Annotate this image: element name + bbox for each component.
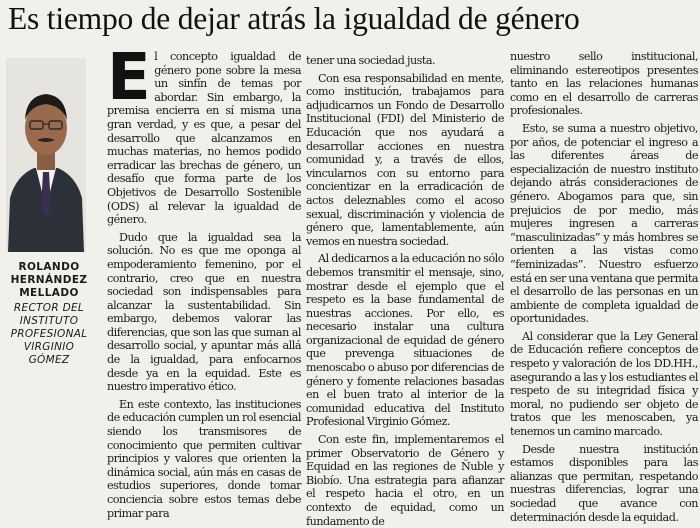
article-paragraph: tener una sociedad justa. [306,54,436,67]
author-role-line: VIRGINIO [23,341,75,353]
author-name [0,261,98,300]
author-role-line: INSTITUTO [19,315,79,327]
article-column-3 [510,50,698,524]
article-paragraph: Con este fin, implementaremos el primer Observatorio de Género y Equidad en las regiones de Ñuble y Biobío. Una estrategia para afianzar el respeto hacia el otro, en un contexto de equidad, como un fundamento de [306,433,504,528]
article-paragraph [107,41,301,227]
article-paragraph: Al dedicarnos a la educación no sólo debemos transmitir el mensaje, sino, mostrar desde el ejemplo que el respeto es la base fundamental de nuestras acciones. Por ello, es necesario instalar una cultura organizacional de equidad de género que prevenga situaciones de menoscabo o abuso por diferencias de género y fomente relaciones basadas en el buen trato al interior de la comunidad educativa del Instituto Profesional Virginio Gómez. [306,252,504,429]
dropcap-letter: E [107,41,151,115]
author-role-line: PROFESIONAL [10,328,88,340]
headline: Es tiempo de dejar atrás la igualdad de género [8,1,580,36]
article-paragraph: nuestro sello institucional, eliminando estereotipos presentes tanto en las relaciones humanas como en el desarrollo de carreras profesionales. [510,50,698,118]
author-role [0,302,98,367]
author-name-line: HERNÁNDEZ [10,274,88,286]
article-paragraph: En este contexto, las instituciones de educación cumplen un rol esencial siendo los transmisores de conocimiento que permiten cultivar principios y valores que orienten la dinámica social, aún más en casas de estudios superiores, donde tomar conciencia sobre estos temas debe primar para [107,397,301,520]
author-name-line: ROLANDO [18,261,80,273]
author-role-line: RECTOR DEL [13,302,85,314]
article-column-2 [306,54,504,528]
article-paragraph: Al considerar que la Ley General de Educación refiere conceptos de respeto y valoración de los DD.HH., asegurando a las y los estudiantes el respeto de su integridad física y moral, no pudiendo ser objeto de tratos que les menoscaben, ya tenemos un camino marcado. [510,329,698,439]
author-role-line: GÓMEZ [28,354,70,366]
paragraph-text: l concepto igualdad de género pone sobre la mesa un sinfín de temas por abordar. Sin embargo, la premisa encierra en sí misma una gran verdad, y es que, a pesar del desarrollo que alcanzamos en muchas materias, no hemos podido erradicar las brechas de género, un desafío que forma parte de los Objetivos de Desarrollo Sostenible (ODS) al relevar la igualdad de género. [107,50,301,227]
article-column-1 [107,41,301,520]
author-photo [6,58,86,252]
author-name-line: MELLADO [19,287,79,299]
article-paragraph: Esto, se suma a nuestro objetivo, por años, de potenciar el ingreso a las diferentes áreas de especialización de nuestro instituto dejando atrás consideraciones de género. Abogamos para que, sin prejuicios de por medio, más mujeres ingresen a carreras “masculinizadas” y más hombres se orienten a las vistas como “feminizadas”. Nuestro esfuerzo está en ser una ventana que permita el desarrollo de las personas en un ambiente de completa igualdad de oportunidades. [510,121,698,326]
article-paragraph: Dudo que la igualdad sea la solución. No es que me oponga al empoderamiento femenino, por el contrario, creo que en nuestra sociedad son indispensables para alcanzar la sustentabilidad. Sin embargo, debemos valorar las diferencias, que son las que suman al desarrollo social, y apuntar más allá de la igualdad, para enfocarnos desde ya en la equidad. Este es nuestro imperativo ético. [107,230,301,394]
article-paragraph: Con esa responsabilidad en mente, como institución, trabajamos para adjudicarnos un Fondo de Desarrollo Institucional (FDI) del Ministerio de Educación que nos ayudará a desarrollar acciones en nuestra comunidad y, a través de ellos, vincularnos con su entorno para concientizar en la erradicación de actos deleznables como el acoso sexual, discriminación y violencia de género que, lamentablemente, aún vemos en nuestra sociedad. [306,71,504,248]
article-paragraph: Desde nuestra institución estamos disponibles para las alianzas que permitan, respetando nuestras diferencias, lograr una sociedad que avance con determinación desde la equidad. [510,442,698,524]
